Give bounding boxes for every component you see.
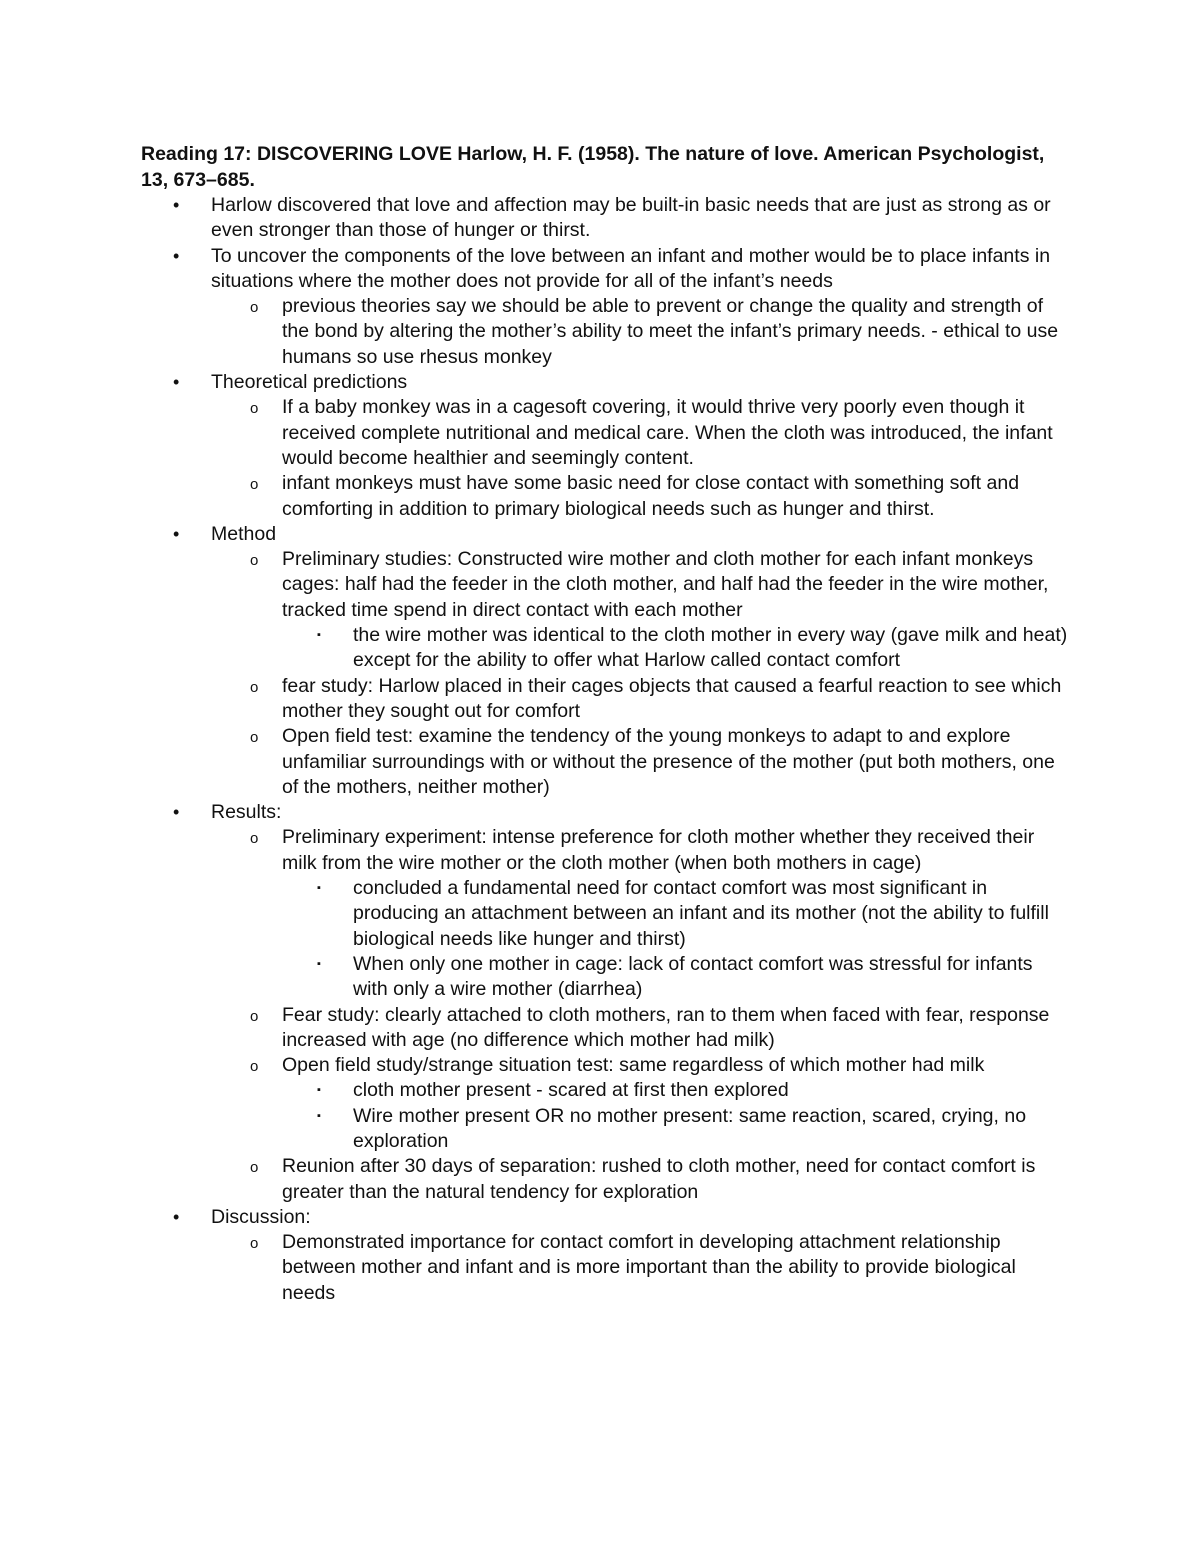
bullet-marker-icon: • bbox=[173, 523, 180, 544]
outline-item-level-2 bbox=[211, 1154, 1071, 1205]
outline-item-level-2 bbox=[211, 1003, 1071, 1054]
outline-item-text: Method bbox=[211, 522, 277, 545]
outline-item-text: Open field test: examine the tendency of the young monkeys to adapt to and explore unfamiliar surroundings with or without the presence of the mother (put both mothers, one of the mothers, neither mother) bbox=[282, 725, 1055, 798]
circle-marker-icon: o bbox=[250, 1159, 259, 1177]
circle-marker-icon: o bbox=[250, 1007, 259, 1025]
outline-item-level-2 bbox=[211, 294, 1071, 370]
square-marker-icon: ▪ bbox=[317, 629, 321, 642]
outline-item-text: Open field study/strange situation test: same regardless of which mother had milk bbox=[282, 1054, 985, 1077]
document-content bbox=[141, 141, 1071, 1306]
outline-item-text: infant monkeys must have some basic need for close contact with something soft and comforting in addition to primary biological needs such as hunger and thirst. bbox=[282, 472, 1020, 520]
circle-marker-icon: o bbox=[250, 476, 259, 494]
outline-item-text: concluded a fundamental need for contact comfort was most significant in producing an attachment between an infant and its mother (not the ability to fulfill biological needs like hunger and thirst) bbox=[353, 877, 1049, 950]
outline-item-level-1 bbox=[141, 522, 1071, 800]
outline-item-text: Harlow discovered that love and affection may be built-in basic needs that are just as strong as or even stronger than those of hunger or thirst. bbox=[211, 194, 1051, 242]
outline-item-text: the wire mother was identical to the cloth mother in every way (gave milk and heat) except for the ability to offer what Harlow called contact comfort bbox=[353, 624, 1068, 672]
square-marker-icon: ▪ bbox=[317, 882, 321, 895]
sub-sub-list bbox=[282, 623, 1071, 674]
reading-heading: Reading 17: DISCOVERING LOVE Harlow, H. F. (1958). The nature of love. American Psychologist, 13, 673–685. bbox=[141, 143, 1045, 191]
square-marker-icon: ▪ bbox=[317, 1084, 321, 1097]
square-marker-icon: ▪ bbox=[317, 957, 321, 970]
sub-list bbox=[211, 547, 1071, 800]
outline-item-level-2 bbox=[211, 724, 1071, 800]
sub-list bbox=[211, 1230, 1071, 1306]
circle-marker-icon: o bbox=[250, 1058, 259, 1076]
bullet-marker-icon: • bbox=[173, 195, 180, 215]
circle-marker-icon: o bbox=[250, 400, 259, 418]
circle-marker-icon: o bbox=[250, 299, 259, 317]
circle-marker-icon: o bbox=[250, 552, 259, 570]
outline-item-text: To uncover the components of the love between an infant and mother would be to place infants in situations where the mother does not provide for all of the infant’s needs bbox=[211, 244, 1051, 292]
outline-item-level-3 bbox=[282, 1104, 1071, 1155]
outline-item-level-2 bbox=[211, 1230, 1071, 1306]
outline-item-level-3 bbox=[282, 623, 1071, 674]
outline-item-text: cloth mother present - scared at first then explored bbox=[353, 1079, 789, 1102]
outline-item-text: Reunion after 30 days of separation: rushed to cloth mother, need for contact comfort is greater than the natural tendency for exploration bbox=[282, 1155, 1036, 1203]
outline-item-text: fear study: Harlow placed in their cages objects that caused a fearful reaction to see which mother they sought out for comfort bbox=[282, 674, 1062, 722]
outline-item-level-1 bbox=[141, 1205, 1071, 1306]
bullet-marker-icon: • bbox=[173, 245, 180, 266]
bullet-marker-icon: • bbox=[173, 1206, 180, 1227]
outline-item-text: Wire mother present OR no mother present: same reaction, scared, crying, no exploration bbox=[353, 1104, 1027, 1152]
outline-item-level-1 bbox=[141, 800, 1071, 1205]
outline-item-text: previous theories say we should be able to prevent or change the quality and strength of the bond by altering the mother’s ability to meet the infant’s primary needs. - ethical to use humans so use rhesus monkey bbox=[282, 295, 1059, 368]
square-marker-icon: ▪ bbox=[317, 1109, 321, 1122]
outline-item-level-3 bbox=[282, 952, 1071, 1003]
circle-marker-icon: o bbox=[250, 830, 259, 848]
outline-list bbox=[141, 193, 1071, 1306]
outline-item-text: Preliminary studies: Constructed wire mother and cloth mother for each infant monkeys cages: half had the feeder in the cloth mother, and half had the feeder in the wire mother, tracked time spend in direct contact with each mother bbox=[282, 548, 1049, 621]
outline-item-level-2 bbox=[211, 825, 1071, 1002]
outline-item-level-1 bbox=[141, 193, 1071, 244]
outline-item-level-2 bbox=[211, 471, 1071, 522]
outline-item-level-2 bbox=[211, 395, 1071, 471]
outline-item-text: If a baby monkey was in a cagesoft covering, it would thrive very poorly even though it received complete nutritional and medical care. When the cloth was introduced, the infant would become healthier and seemingly content. bbox=[282, 396, 1053, 469]
sub-list bbox=[211, 294, 1071, 370]
sub-list bbox=[211, 395, 1071, 521]
bullet-marker-icon: • bbox=[173, 802, 180, 823]
outline-item-text: When only one mother in cage: lack of contact comfort was stressful for infants with only a wire mother (diarrhea) bbox=[353, 952, 1033, 1001]
circle-marker-icon: o bbox=[250, 1235, 259, 1253]
outline-item-level-1 bbox=[141, 244, 1071, 370]
outline-item-text: Theoretical predictions bbox=[211, 371, 408, 394]
outline-item-level-1 bbox=[141, 370, 1071, 522]
sub-list bbox=[211, 825, 1071, 1204]
outline-item-text: Results: bbox=[211, 801, 282, 824]
sub-sub-list bbox=[282, 1078, 1071, 1154]
bullet-marker-icon: • bbox=[173, 372, 180, 393]
outline-item-level-3 bbox=[282, 876, 1071, 952]
outline-item-level-2 bbox=[211, 1053, 1071, 1154]
outline-item-level-2 bbox=[211, 674, 1071, 725]
circle-marker-icon: o bbox=[250, 678, 259, 696]
circle-marker-icon: o bbox=[250, 729, 259, 747]
outline-item-text: Preliminary experiment: intense preference for cloth mother whether they received their milk from the wire mother or the cloth mother (when both mothers in cage) bbox=[282, 826, 1035, 874]
outline-item-level-2 bbox=[211, 547, 1071, 673]
outline-item-text: Fear study: clearly attached to cloth mothers, ran to them when faced with fear, response increased with age (no difference which mother had milk) bbox=[282, 1003, 1050, 1051]
sub-sub-list bbox=[282, 876, 1071, 1002]
outline-item-text: Discussion: bbox=[211, 1205, 311, 1228]
outline-item-level-3 bbox=[282, 1078, 1071, 1103]
outline-item-text: Demonstrated importance for contact comfort in developing attachment relationship between mother and infant and is more important than the ability to provide biological needs bbox=[282, 1231, 1016, 1304]
